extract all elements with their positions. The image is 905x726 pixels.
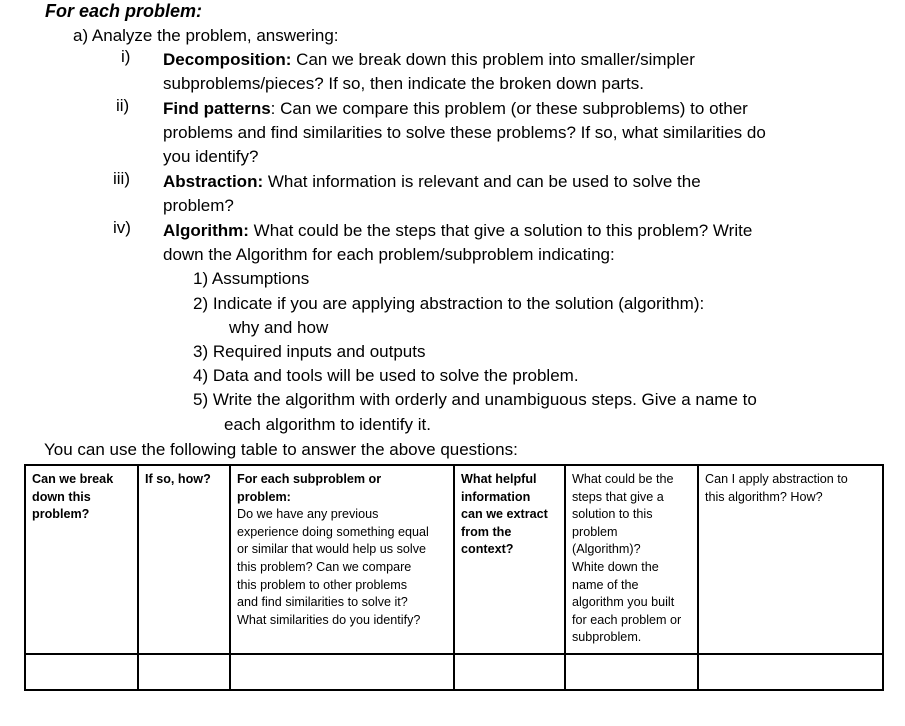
- item-number: ii): [116, 96, 130, 115]
- item-label: Find patterns: [163, 99, 271, 118]
- answer-cell[interactable]: [230, 654, 454, 690]
- item-number: iv): [113, 218, 131, 237]
- sub-item-2: 2) Indicate if you are applying abstraction to the solution (algorithm):: [193, 294, 705, 313]
- answer-cell[interactable]: [454, 654, 565, 690]
- item-decomposition-line2: subproblems/pieces? If so, then indicate the broken down parts.: [163, 74, 645, 93]
- item-text: Can we break down this problem into smaller/simpler: [291, 50, 695, 69]
- item-label: Abstraction:: [163, 172, 264, 191]
- sub-item-2-cont: why and how: [229, 318, 329, 337]
- answer-cell[interactable]: [698, 654, 883, 690]
- table-intro: You can use the following table to answer the above questions:: [44, 440, 518, 459]
- item-abstraction-line2: problem?: [163, 196, 234, 215]
- item-number: iii): [113, 169, 130, 188]
- header-helpful-info: What helpful information can we extract from the context?: [454, 465, 565, 654]
- table-row: [25, 654, 883, 690]
- answer-table: [24, 464, 884, 691]
- item-algorithm-line2: down the Algorithm for each problem/subproblem indicating:: [163, 245, 615, 264]
- item-text: What information is relevant and can be used to solve the: [263, 172, 701, 191]
- header-abstraction: Can I apply abstraction to this algorithm? How?: [698, 465, 883, 654]
- sub-item-3: 3) Required inputs and outputs: [193, 342, 426, 361]
- header-if-so-how: If so, how?: [138, 465, 230, 654]
- sub-item-5: 5) Write the algorithm with orderly and unambiguous steps. Give a name to: [193, 390, 757, 409]
- item-number: i): [121, 47, 131, 66]
- answer-cell[interactable]: [25, 654, 138, 690]
- answer-cell[interactable]: [138, 654, 230, 690]
- item-patterns-line3: you identify?: [163, 147, 259, 166]
- item-decomposition-line1: [163, 49, 695, 71]
- header-steps: What could be the steps that give a solution to this problem (Algorithm)? White down the name of the algorithm you built for each problem or subproblem.: [565, 465, 698, 654]
- header-subproblem: For each subproblem or problem: Do we have any previous experience doing something equal or similar that would help us solve this problem? Can we compare this problem to other problems and find similarities to solve it? What similarities do you identify?: [230, 465, 454, 654]
- sub-item-1: 1) Assumptions: [193, 269, 310, 288]
- sub-item-4: 4) Data and tools will be used to solve the problem.: [193, 366, 579, 385]
- item-text: : Can we compare this problem (or these subproblems) to other: [270, 99, 748, 118]
- item-algorithm-line1: [163, 220, 752, 242]
- item-patterns-line1: [163, 98, 748, 120]
- item-abstraction-line1: [163, 171, 701, 193]
- item-patterns-line2: problems and find similarities to solve these problems? If so, what similarities do: [163, 123, 766, 142]
- header-break-down: Can we break down this problem?: [25, 465, 138, 654]
- page-title: For each problem:: [45, 1, 203, 21]
- sub-item-5-cont: each algorithm to identify it.: [224, 415, 431, 434]
- item-label: Algorithm:: [163, 221, 249, 240]
- answer-cell[interactable]: [565, 654, 698, 690]
- item-label: Decomposition:: [163, 50, 292, 69]
- item-text: What could be the steps that give a solution to this problem? Write: [248, 221, 753, 240]
- table-header-row: [25, 465, 883, 654]
- part-a-heading: a) Analyze the problem, answering:: [73, 26, 339, 45]
